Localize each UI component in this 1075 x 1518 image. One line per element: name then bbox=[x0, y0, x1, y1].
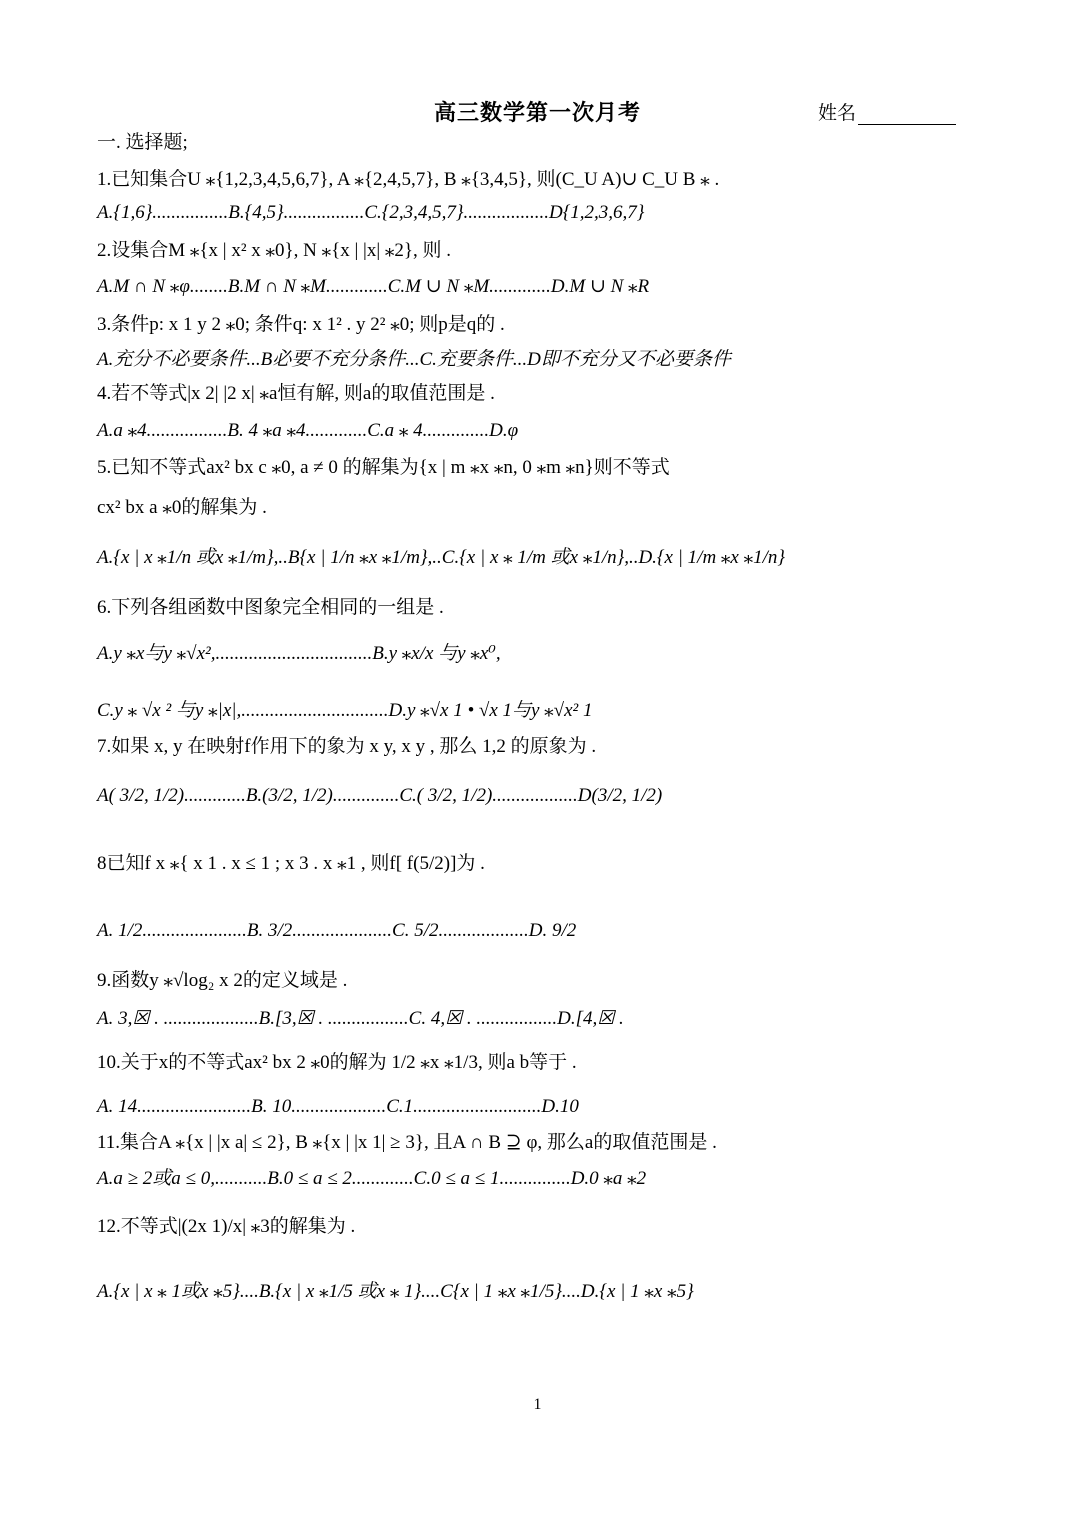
question-5-cont: cx² bx a ⁎0的解集为 . bbox=[97, 497, 267, 518]
section-label: 一. 选择题; bbox=[97, 132, 188, 153]
question-2-options: A.M ∩ N ⁎φ........B.M ∩ N ⁎M.............C.M ∪ N ⁎M.............D.M ∪ N ⁎R bbox=[97, 276, 650, 297]
question-4-options: A.a ⁎4.................B. 4 ⁎a ⁎4.............C.a ⁎ 4..............D.φ bbox=[97, 420, 519, 441]
question-4: 4.若不等式|x 2| |2 x| ⁎a恒有解, 则a的取值范围是 . bbox=[97, 383, 495, 404]
question-5: 5.已知不等式ax² bx c ⁎0, a ≠ 0 的解集为{x | m ⁎x ⁎n, 0 ⁎m ⁎n}则不等式 bbox=[97, 457, 670, 478]
page-title: 高三数学第一次月考 bbox=[433, 100, 641, 125]
question-3: 3.条件p: x 1 y 2 ⁎0; 条件q: x 1² . y 2² ⁎0; 则p是q的 . bbox=[97, 314, 505, 335]
question-10-options: A. 14........................B. 10....................C.1...........................D.10 bbox=[97, 1096, 579, 1117]
question-9-options: A. 3,☒ . ....................B.[3,☒ . .................C. 4,☒ . .................D.[4,☒ . bbox=[97, 1008, 624, 1029]
page-number: 1 bbox=[533, 1396, 542, 1413]
question-11-options: A.a ≥ 2或a ≤ 0,...........B.0 ≤ a ≤ 2.............C.0 ≤ a ≤ 1...............D.0 ⁎a ⁎2 bbox=[97, 1168, 647, 1189]
question-1-options: A.{1,6}................B.{4,5}.................C.{2,3,4,5,7}..................D{1,2,3,6,7} bbox=[97, 202, 645, 223]
question-8: 8已知f x ⁎{ x 1 . x ≤ 1 ; x 3 . x ⁎1 , 则f[ f(5/2)]为 . bbox=[97, 853, 485, 874]
question-12-options: A.{x | x ⁎ 1或x ⁎5}....B.{x | x ⁎1/5 或x ⁎ 1}....C{x | 1 ⁎x ⁎1/5}....D.{x | 1 ⁎x ⁎5} bbox=[97, 1281, 694, 1302]
question-6-options-ab: A.y ⁎x与y ⁎√x²,.................................B.y ⁎x/x 与y ⁎x⁰, bbox=[97, 643, 501, 664]
question-7-options: A( 3/2, 1/2).............B.(3/2, 1/2)..............C.( 3/2, 1/2)..................D(3/2, 1/2) bbox=[97, 785, 663, 806]
question-3-options: A.充分不必要条件...B必要不充分条件...C.充要条件...D即不充分又不必要条件 bbox=[97, 349, 731, 370]
question-10: 10.关于x的不等式ax² bx 2 ⁎0的解为 1/2 ⁎x ⁎1/3, 则a b等于 . bbox=[97, 1052, 577, 1073]
name-blank-line[interactable] bbox=[858, 104, 956, 125]
question-11: 11.集合A ⁎{x | |x a| ≤ 2}, B ⁎{x | |x 1| ≥ 3}, 且A ∩ B ⊇ φ, 那么a的取值范围是 . bbox=[97, 1132, 717, 1153]
question-5-options: A.{x | x ⁎1/n 或x ⁎1/m},..B{x | 1/n ⁎x ⁎1/m},..C.{x | x ⁎ 1/m 或x ⁎1/n},..D.{x | 1/m ⁎x ⁎1/n} bbox=[97, 547, 785, 568]
name-field bbox=[818, 98, 956, 125]
question-6-options-cd: C.y ⁎ √x ² 与y ⁎|x|,...............................D.y ⁎√x 1 • √x 1与y ⁎√x² 1 bbox=[97, 700, 593, 721]
name-label: 姓名 bbox=[818, 103, 857, 124]
question-2: 2.设集合M ⁎{x | x² x ⁎0}, N ⁎{x | |x| ⁎2}, 则 . bbox=[97, 240, 452, 261]
question-7: 7.如果 x, y 在映射f作用下的象为 x y, x y , 那么 1,2 的原象为 . bbox=[97, 736, 597, 757]
question-8-options: A. 1/2......................B. 3/2.....................C. 5/2...................D. 9/2 bbox=[97, 920, 577, 941]
question-1: 1.已知集合U ⁎{1,2,3,4,5,6,7}, A ⁎{2,4,5,7}, B ⁎{3,4,5}, 则(C_U A)∪ C_U B ⁎ . bbox=[97, 169, 720, 190]
question-12: 12.不等式|(2x 1)/x| ⁎3的解集为 . bbox=[97, 1216, 356, 1237]
question-6: 6.下列各组函数中图象完全相同的一组是 . bbox=[97, 597, 444, 618]
question-9: 9.函数y ⁎√log₂ x 2的定义域是 . bbox=[97, 970, 348, 991]
